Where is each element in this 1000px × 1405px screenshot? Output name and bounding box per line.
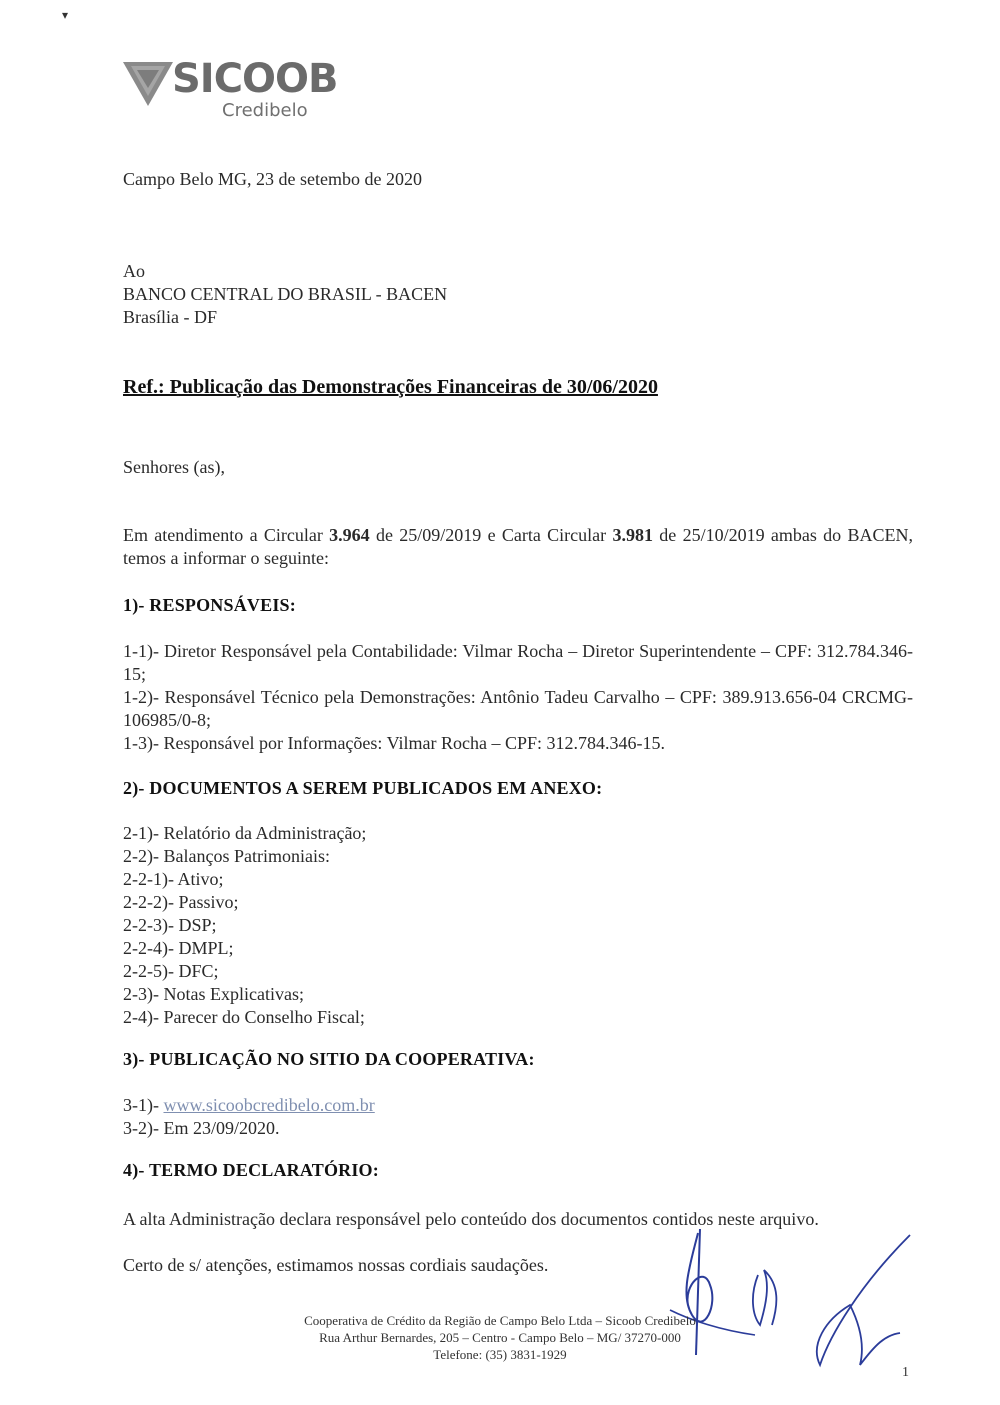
list-item: 2-2)- Balanços Patrimoniais: <box>123 846 330 866</box>
carta-circular-number: 3.981 <box>612 525 653 545</box>
list-item: 2-3)- Notas Explicativas; <box>123 984 304 1004</box>
reference-title: Ref.: Publicação das Demonstrações Financeiras de 30/06/2020 <box>123 376 658 398</box>
list-item: 2-2-4)- DMPL; <box>123 938 234 958</box>
intro-paragraph <box>123 524 913 570</box>
circular-number: 3.964 <box>329 525 370 545</box>
list-item: 2-2-3)- DSP; <box>123 915 217 935</box>
list-item: 2-4)- Parecer do Conselho Fiscal; <box>123 1007 365 1027</box>
logo-name: SICOOB <box>172 56 338 102</box>
website-link[interactable]: www.sicoobcredibelo.com.br <box>163 1095 375 1115</box>
page-number: 1 <box>902 1365 909 1380</box>
list-item: 1-2)- Responsável Técnico pela Demonstrações: Antônio Tadeu Carvalho – CPF: 389.913.656-04 CRCMG-106985/0-8; <box>123 687 913 730</box>
section3-list <box>123 1094 375 1140</box>
closing-line: Certo de s/ atenções, estimamos nossas cordiais saudações. <box>123 1255 549 1275</box>
salutation: Senhores (as), <box>123 457 225 477</box>
footer <box>240 1312 760 1363</box>
list-item <box>123 1094 375 1117</box>
date-line: Campo Belo MG, 23 de setembo de 2020 <box>123 169 422 189</box>
scan-mark: ▾ <box>62 8 69 22</box>
footer-line: Telefone: (35) 3831-1929 <box>433 1347 567 1362</box>
intro-text: de 25/09/2019 e Carta Circular <box>369 525 613 545</box>
list-item: 1-1)- Diretor Responsável pela Contabilidade: Vilmar Rocha – Diretor Superintendente – CPF: 312.784.346-15; <box>123 641 913 684</box>
recipient-line: BANCO CENTRAL DO BRASIL - BACEN <box>123 284 448 304</box>
section1-list <box>123 640 913 755</box>
recipient-line: Brasília - DF <box>123 307 217 327</box>
section2-list <box>123 822 366 1029</box>
recipient-line: Ao <box>123 261 145 281</box>
list-item: 2-2-5)- DFC; <box>123 961 219 981</box>
intro-text: Em atendimento a Circular <box>123 525 330 545</box>
footer-line: Rua Arthur Bernardes, 205 – Centro - Campo Belo – MG/ 37270-000 <box>319 1330 681 1345</box>
list-item: 3-2)- Em 23/09/2020. <box>123 1118 280 1138</box>
list-item: 2-2-1)- Ativo; <box>123 869 224 889</box>
section1-title: 1)- RESPONSÁVEIS: <box>123 595 296 615</box>
footer-line: Cooperativa de Crédito da Região de Campo Belo Ltda – Sicoob Credibelo <box>304 1313 696 1328</box>
sicoob-logo-icon <box>123 62 173 106</box>
declaration-text: A alta Administração declara responsável pelo conteúdo dos documentos contidos neste arquivo. <box>123 1209 819 1229</box>
section3-title: 3)- PUBLICAÇÃO NO SITIO DA COOPERATIVA: <box>123 1049 535 1069</box>
recipient-block <box>123 260 447 329</box>
item-prefix: 3-1)- <box>123 1095 164 1115</box>
logo-subtitle: Credibelo <box>222 100 308 121</box>
list-item: 2-1)- Relatório da Administração; <box>123 823 367 843</box>
section2-title: 2)- DOCUMENTOS A SEREM PUBLICADOS EM ANEXO: <box>123 778 603 798</box>
list-item: 2-2-2)- Passivo; <box>123 892 239 912</box>
intro-text: de 25/10/2019 ambas do BACEN, temos a informar o seguinte: <box>123 525 913 568</box>
list-item: 1-3)- Responsável por Informações: Vilmar Rocha – CPF: 312.784.346-15. <box>123 733 666 753</box>
section4-title: 4)- TERMO DECLARATÓRIO: <box>123 1160 379 1180</box>
